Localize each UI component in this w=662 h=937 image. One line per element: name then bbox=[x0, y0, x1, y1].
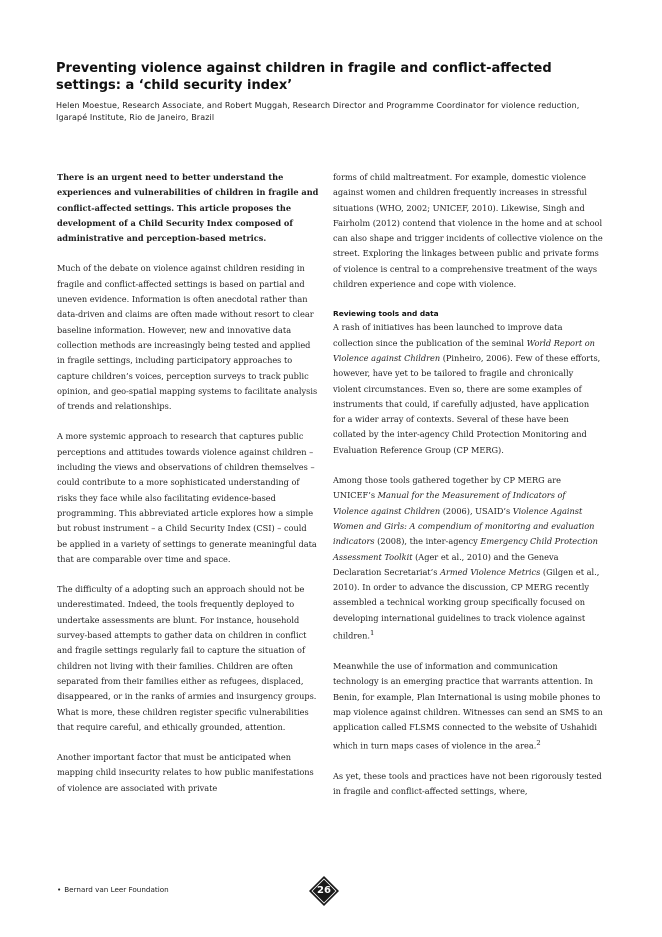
report-title: Manual for the Measurement of Indicators of Violence against Children bbox=[333, 490, 566, 516]
footnote-marker: 2 bbox=[536, 738, 541, 747]
text-run: Among those tools gathered together by CP MERG are UNICEF’s bbox=[333, 475, 561, 501]
body-paragraph: The difficulty of a adopting such an approach should not be underestimated. Indeed, the tools frequently deployed to undertake assessments are blunt. For instance, household survey-based attempts to gather data on children in conflict and fragile settings regularly fail to capture the situation of children not living with their families. Children are often separated from their families either as refugees, displaced, disappeared, or in the ranks of armies and insurgency groups. What is more, these children register specific vulnerabilities that require careful, and ethically grounded, attention. bbox=[57, 584, 317, 732]
article-byline: Helen Moestue, Research Associate, and Robert Muggah, Research Director and Programme Coordinator for violence reduction, Igarapé Institute, Rio de Janeiro, Brazil bbox=[56, 101, 580, 122]
body-paragraph bbox=[333, 659, 603, 754]
body-paragraph: Another important factor that must be anticipated when mapping child insecurity relates to how public manifestations of violence are associated with private bbox=[57, 752, 314, 793]
section-heading: Reviewing tools and data bbox=[333, 309, 439, 319]
page-number: 26 bbox=[317, 885, 331, 896]
report-title: Violence Against Women and Girls: A compendium of monitoring and evaluation indicators bbox=[333, 505, 595, 547]
report-title: Emergency Child Protection Assessment Toolkit bbox=[333, 536, 598, 562]
article-title: Preventing violence against children in fragile and conflict-affected settings: a ‘child security index’ bbox=[56, 61, 552, 93]
text-run: (2006), USAID’s bbox=[440, 505, 513, 516]
report-title: Armed Violence Metrics bbox=[440, 566, 541, 577]
page-number-badge bbox=[308, 875, 340, 907]
text-run: (Pinheiro, 2006). Few of these efforts, however, have yet to be tailored to fragile and chronically violent circumstances. Even so, there are some examples of instruments that could, if carefully adjusted, have application for a wider array of contexts. Several of these have been collated by the inter-agency Child Protection Monitoring and Evaluation Reference Group (CP MERG). bbox=[333, 352, 601, 455]
body-paragraph bbox=[333, 473, 603, 644]
footnote-marker: 1 bbox=[369, 629, 375, 638]
text-run: Meanwhile the use of information and communication technology is an emerging practice that warrants attention. In Benin, for example, Plan International is using mobile phones to map violence against children. Witnesses can send an SMS to an application called FLSMS connected to the website of Ushahidi which in turn maps cases of violence in the area. bbox=[333, 661, 603, 751]
text-run: (2008), the inter-agency bbox=[374, 536, 481, 547]
text-run: (Ager et al., 2010) and the Geneva Declaration Secretariat’s bbox=[333, 551, 559, 577]
intro-paragraph: There is an urgent need to better understand the experiences and vulnerabilities of children in fragile and conflict-affected settings. This article proposes the development of a Child Security Index composed of administrative and perception-based metrics. bbox=[57, 172, 319, 244]
publisher-name: Bernard van Leer Foundation bbox=[64, 885, 169, 894]
body-paragraph: forms of child maltreatment. For example, domestic violence against women and children frequently increases in stressful situations (WHO, 2002; UNICEF, 2010). Likewise, Singh and Fairholm (2012) contend that violence in the home and at school can also shape and trigger incidents of collective violence on the street. Exploring the linkages between public and private forms of violence is central to a comprehensive treatment of the ways children experience and cope with violence. bbox=[333, 172, 603, 290]
left-column bbox=[57, 170, 319, 811]
body-paragraph: As yet, these tools and practices have not been rigorously tested in fragile and conflict-affected settings, where, bbox=[333, 770, 602, 796]
text-run: (Gilgen et al., 2010). In order to advance the discussion, CP MERG recently assembled a technical working group specifically focused on developing international guidelines to track violence against children. bbox=[333, 566, 600, 641]
text-run: A rash of initiatives has been launched to improve data collection since the publication of the seminal bbox=[333, 322, 563, 348]
right-column bbox=[333, 170, 603, 814]
footer-publisher bbox=[57, 885, 169, 894]
report-title: World Report on Violence against Children bbox=[333, 337, 595, 363]
bullet-icon: • bbox=[57, 885, 62, 894]
body-paragraph: Much of the debate on violence against children residing in fragile and conflict-affected settings is based on partial and uneven evidence. Information is often anecdotal rather than data-driven and claims are often made without resort to clear baseline information. However, new and innovative data collection methods are increasingly being tested and applied in fragile settings, including participatory approaches to capture children’s voices, perception surveys to track public opinion, and geo-spatial mapping systems to facilitate analysis of trends and relationships. bbox=[57, 263, 318, 412]
body-paragraph bbox=[333, 320, 603, 458]
body-paragraph: A more systemic approach to research that captures public perceptions and attitudes towards violence against children – including the views and observations of children themselves – could contribute to a more sophisticated understanding of risks they face while also facilitating evidence-based programming. This abbreviated article explores how a simple but robust instrument – a Child Security Index (CSI) – could be applied in a variety of settings to generate meaningful data that are comparable over time and space. bbox=[57, 431, 317, 564]
